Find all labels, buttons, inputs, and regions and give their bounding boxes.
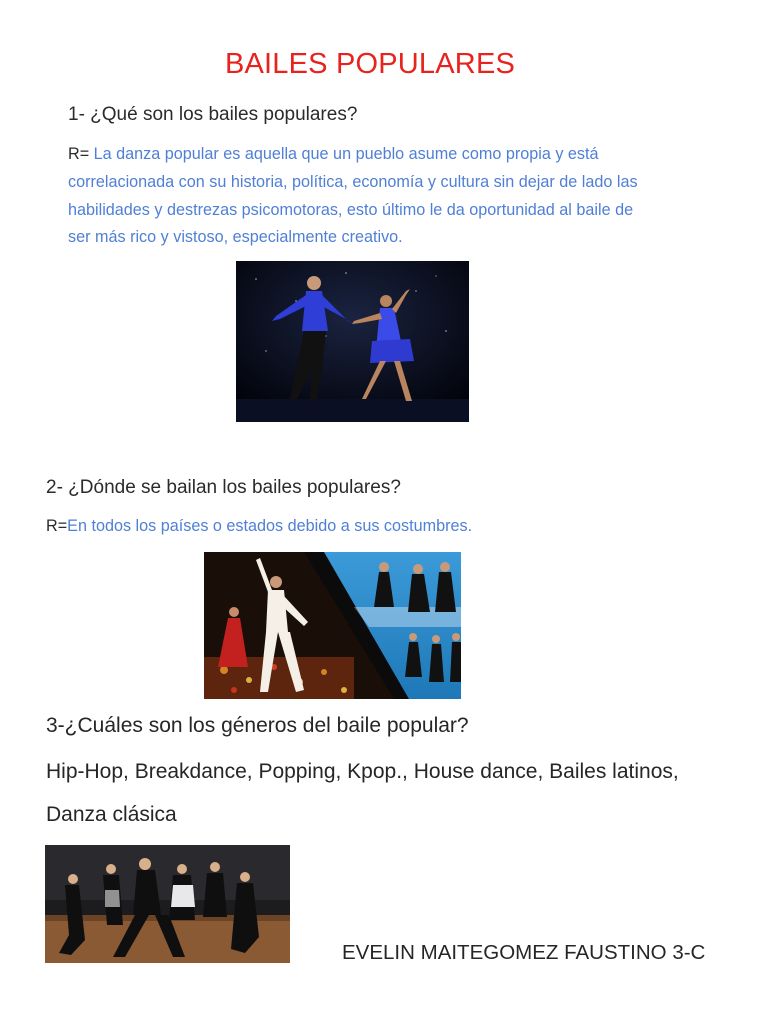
answer-2-text: En todos los países o estados debido a sus costumbres. [67,517,473,535]
answer-1-prefix: R= [68,145,94,163]
answer-3-line-2: Danza clásica [46,803,177,826]
hiphop-group-photo [45,845,290,963]
answer-2 [46,513,472,541]
answer-1-line-1 [68,141,728,169]
answer-1 [68,141,728,252]
answer-2-prefix: R= [46,517,68,535]
page-title: BAILES POPULARES [224,48,516,80]
answer-3-line-1: Hip-Hop, Breakdance, Popping, Kpop., House dance, Bailes latinos, [46,760,679,783]
author-signature: EVELIN MAITEGOMEZ FAUSTINO 3-C [342,941,706,964]
dance-collage-photo [204,552,461,699]
answer-1-line-3: habilidades y destrezas psicomotoras, esto último le da oportunidad al baile de [68,200,634,219]
latin-dance-couple-photo [236,261,469,422]
question-2: 2- ¿Dónde se bailan los bailes populares? [46,477,401,498]
question-1: 1- ¿Qué son los bailes populares? [68,104,358,125]
answer-1-line-4: ser más rico y vistoso, especialmente creativo. [68,228,403,247]
answer-1-line-2: correlacionada con su historia, política, economía y cultura sin dejar de lado las [68,172,638,191]
answer-1-text-1: La danza popular es aquella que un pueblo asume como propia y está [93,145,599,163]
question-3: 3-¿Cuáles son los géneros del baile popular? [46,714,469,737]
